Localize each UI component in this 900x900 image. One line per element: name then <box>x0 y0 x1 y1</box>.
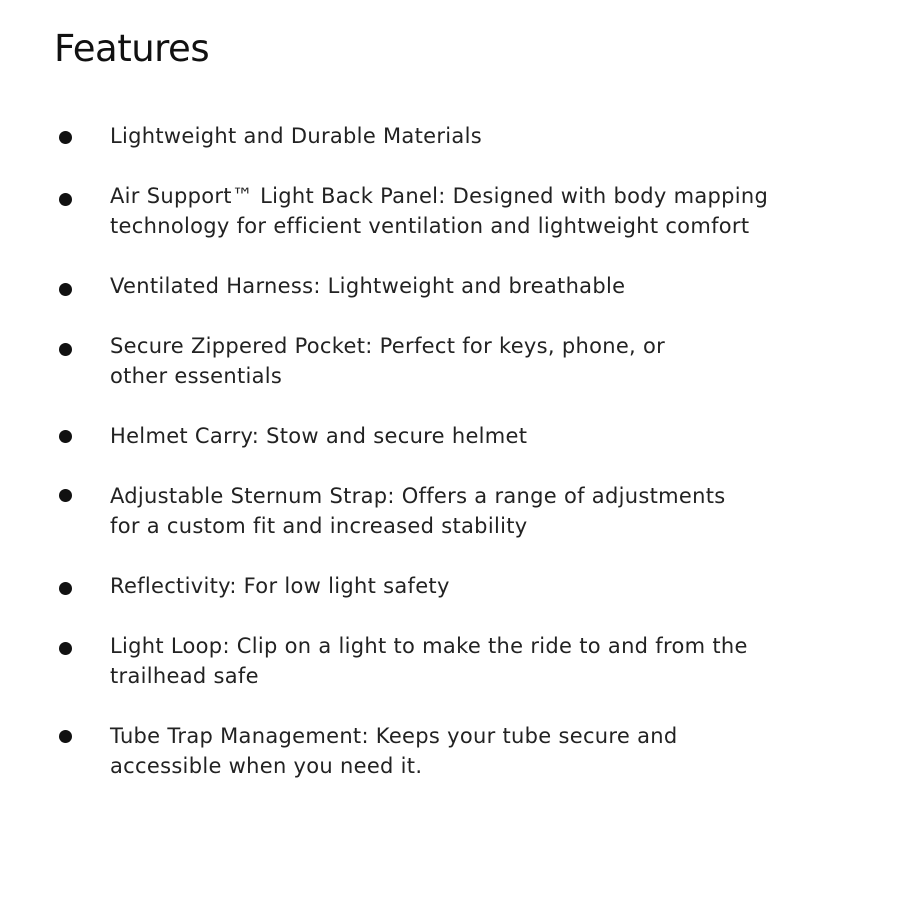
feature-text-line: Tube Trap Management: Keeps your tube secure and <box>110 724 678 748</box>
feature-text-line: Secure Zippered Pocket: Perfect for keys, phone, or <box>110 334 666 358</box>
feature-text-line: other essentials <box>110 364 283 388</box>
bullet-icon <box>59 730 72 743</box>
bullet-icon <box>59 582 72 595</box>
feature-text-line: trailhead safe <box>110 664 259 688</box>
bullet-icon <box>59 642 72 655</box>
feature-text-line: Ventilated Harness: Lightweight and breathable <box>110 274 626 298</box>
feature-text-line: for a custom fit and increased stability <box>110 514 528 538</box>
bullet-icon <box>59 193 72 206</box>
feature-text-line: Helmet Carry: Stow and secure helmet <box>110 424 528 448</box>
feature-text-line: Reflectivity: For low light safety <box>110 574 450 598</box>
feature-text-line: Adjustable Sternum Strap: Offers a range of adjustments <box>110 484 726 508</box>
bullet-icon <box>59 343 72 356</box>
feature-text-line: accessible when you need it. <box>110 754 423 778</box>
bullet-icon <box>59 430 72 443</box>
feature-text-line: Lightweight and Durable Materials <box>110 124 482 148</box>
feature-text-line: Light Loop: Clip on a light to make the ride to and from the <box>110 634 748 658</box>
bullet-icon <box>59 489 72 502</box>
page-title: Features <box>54 27 210 70</box>
bullet-icon <box>59 283 72 296</box>
bullet-icon <box>59 131 72 144</box>
feature-text-line: Air Support™ Light Back Panel: Designed with body mapping <box>110 184 769 208</box>
feature-text-line: technology for efficient ventilation and lightweight comfort <box>110 214 750 238</box>
